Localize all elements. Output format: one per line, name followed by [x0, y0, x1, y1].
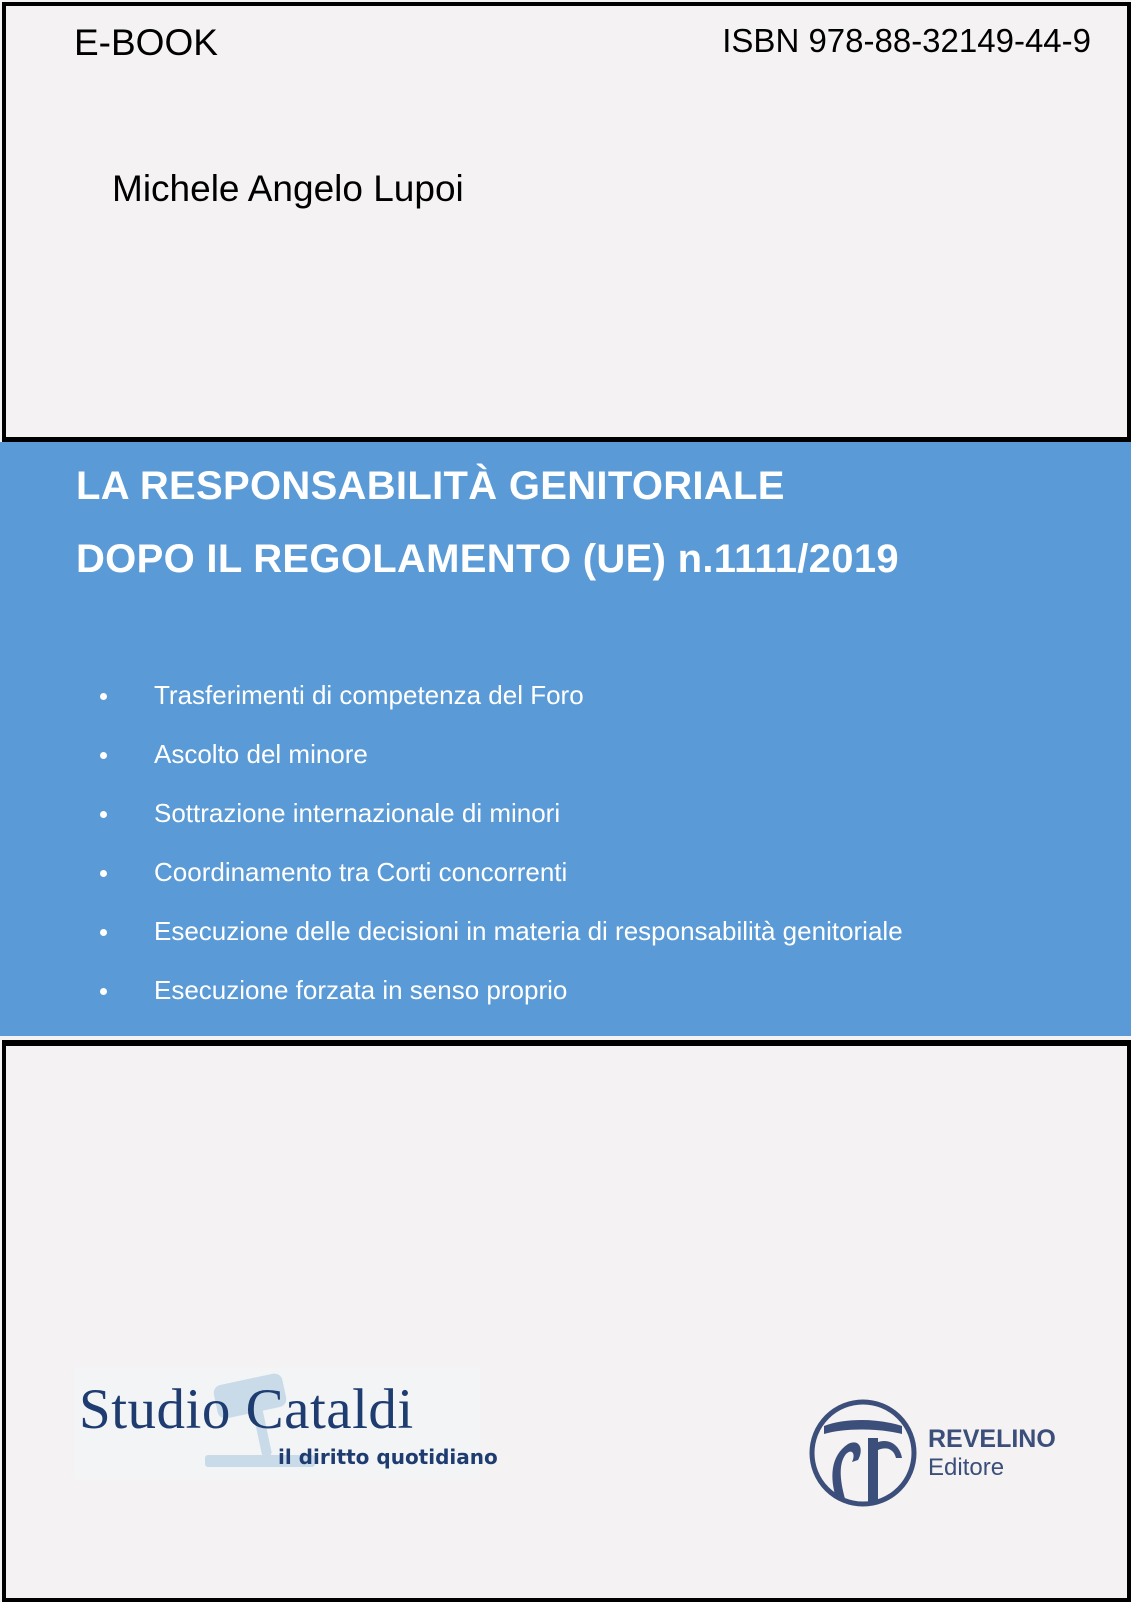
bullet-icon	[100, 811, 107, 818]
topic-text: Esecuzione forzata in senso proprio	[154, 975, 568, 1005]
cover-top-panel	[2, 2, 1131, 443]
studio-cataldi-logo	[75, 1367, 498, 1479]
topic-text: Trasferimenti di competenza del Foro	[154, 680, 584, 710]
studio-cataldi-tagline: il diritto quotidiano	[278, 1445, 498, 1469]
topic-text: Coordinamento tra Corti concorrenti	[154, 857, 568, 887]
book-title-line-1: LA RESPONSABILITÀ GENITORIALE	[76, 464, 785, 508]
topic-text: Esecuzione delle decisioni in materia di responsabilità genitoriale	[154, 916, 903, 946]
bullet-icon	[100, 988, 107, 995]
author-name: Michele Angelo Lupoi	[112, 168, 464, 209]
publisher-sub: Editore	[928, 1454, 1005, 1481]
topic-text: Ascolto del minore	[154, 739, 368, 769]
format-label: E-BOOK	[74, 22, 218, 63]
studio-cataldi-wordmark: Studio Cataldi	[79, 1378, 414, 1441]
bullet-icon	[100, 752, 107, 759]
revelino-emblem-icon	[808, 1398, 918, 1508]
cover-bottom-panel	[2, 1040, 1131, 1602]
publisher-name: REVELINO	[928, 1425, 1056, 1453]
bullet-icon	[100, 693, 107, 700]
book-title-line-2: DOPO IL REGOLAMENTO (UE) n.1111/2019	[76, 537, 899, 581]
bullet-icon	[100, 929, 107, 936]
isbn-label: ISBN 978-88-32149-44-9	[722, 22, 1091, 59]
title-band	[0, 442, 1131, 1036]
topic-text: Sottrazione internazionale di minori	[154, 798, 561, 828]
bullet-icon	[100, 870, 107, 877]
